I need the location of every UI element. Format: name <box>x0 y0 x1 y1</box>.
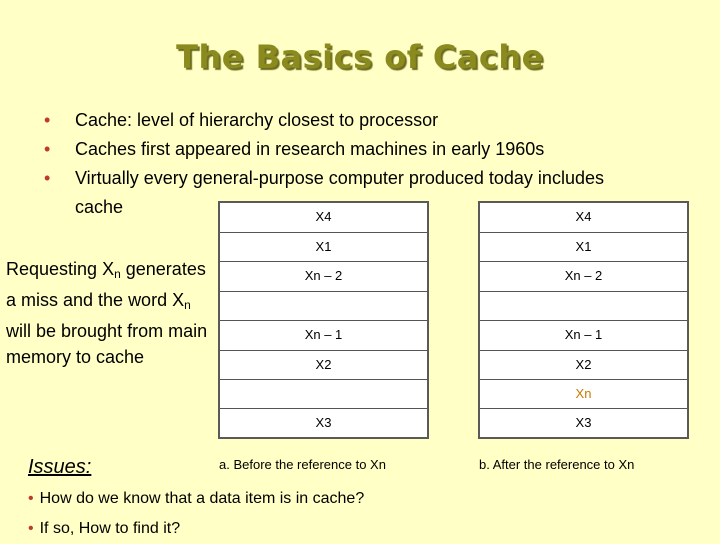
bullet-dot-icon: • <box>44 110 51 130</box>
request-explanation: Requesting $X_n$ generates a miss and the word $X_n$ will be brought from main memory to cache <box>6 259 208 367</box>
cache-row: Xn – 1 <box>480 320 687 350</box>
cache-row <box>220 291 427 320</box>
issue-item: • If so, How to find it? <box>28 520 181 537</box>
cache-row: X3 <box>220 408 427 437</box>
cache-after-table <box>478 201 689 439</box>
slide-title: The Basics of Cache <box>176 38 544 76</box>
cache-row: X4 <box>575 209 592 224</box>
cache-row: X2 <box>220 350 427 379</box>
bullet-item: • Virtually every general-purpose computer produced today includes cache <box>44 164 644 222</box>
bullet-dot-icon: • <box>28 490 34 507</box>
cache-row: X1 <box>220 232 427 261</box>
cache-row: X4 <box>315 209 332 224</box>
issues-heading: Issues: <box>28 456 92 478</box>
bullet-dot-icon: • <box>44 139 51 159</box>
issues-list <box>28 484 488 544</box>
cache-row: X2 <box>480 350 687 379</box>
bullet-dot-icon: • <box>28 520 34 537</box>
cache-row <box>480 291 687 320</box>
bullet-item: • Cache: level of hierarchy closest to processor <box>44 106 644 135</box>
bullet-dot-icon: • <box>44 168 51 188</box>
cache-row: Xn – 1 <box>220 320 427 350</box>
cache-row: X3 <box>480 408 687 437</box>
cache-row: Xn – 2 <box>480 261 687 291</box>
bullet-item: • Caches first appeared in research machines in early 1960s <box>44 135 644 164</box>
cache-row <box>220 379 427 408</box>
cache-row: Xn – 2 <box>220 261 427 291</box>
cache-row: X1 <box>480 232 687 261</box>
caption-after: b. After the reference to Xn <box>479 457 635 472</box>
issue-item: • How do we know that a data item is in cache? <box>28 490 365 507</box>
cache-row: Xn <box>480 379 687 408</box>
caption-before: a. Before the reference to Xn <box>219 457 386 472</box>
cache-before-table <box>218 201 429 439</box>
